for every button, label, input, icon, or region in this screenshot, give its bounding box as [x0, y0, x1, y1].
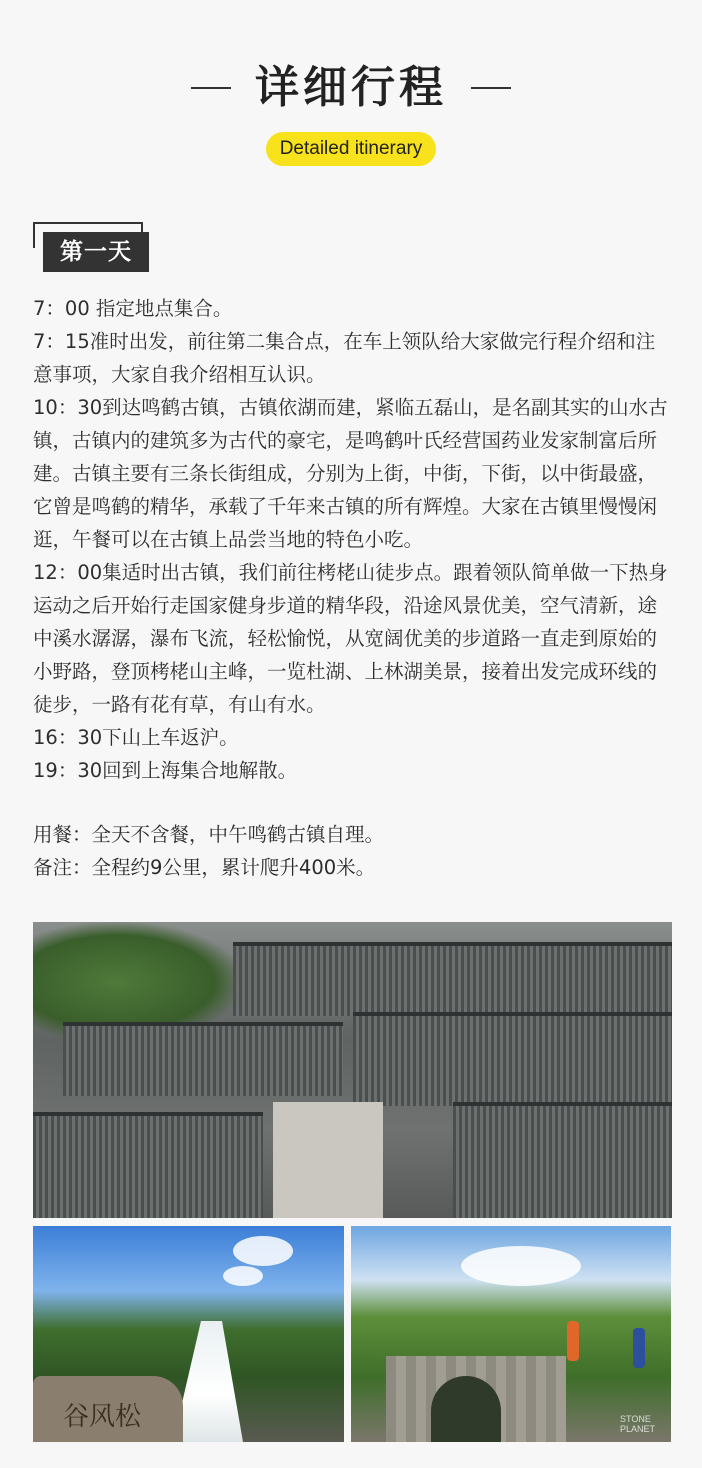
itinerary-item: 12：00集适时出古镇，我们前往栲栳山徒步点。跟着领队简单做一下热身运动之后开始行走国家健身步道的精华段，沿途风景优美，空气清新，途中溪水潺潺，瀑布飞流，轻松愉悦，从宽阔优美的步道路一直走到原始的小野路，登顶栲栳山主峰，一览杜湖、上林湖美景，接着出发完成环线的徒步，一路有花有草，有山有水。: [33, 561, 668, 716]
roof: [33, 1112, 263, 1218]
itinerary-item: 16：30下山上车返沪。: [33, 726, 239, 749]
roof: [453, 1102, 672, 1218]
waterfall-photo: [33, 1226, 344, 1442]
watermark-line: PLANET: [619, 1424, 655, 1434]
day-tag: [33, 222, 141, 266]
roof: [353, 1012, 672, 1106]
remark-note: 备注：全程约9公里，累计爬升400米。: [33, 856, 376, 879]
itinerary-item: 19：30回到上海集合地解散。: [33, 759, 298, 782]
itinerary-item: 7：00 指定地点集合。: [33, 297, 233, 320]
watermark-line: STONE: [619, 1414, 651, 1424]
itinerary-item: 10：30到达鸣鹤古镇，古镇依湖而建，紧临五磊山，是名副其实的山水古镇，古镇内的建筑多为古代的豪宅，是鸣鹤叶氏经营国药业发家制富后所建。古镇主要有三条长街组成，分别为上街，中街，下街，以中街最盛，它曾是鸣鹤的精华，承载了千年来古镇的所有辉煌。大家在古镇里慢慢闲逛，午餐可以在古镇上品尝当地的特色小吃。: [33, 396, 668, 551]
roof: [233, 942, 672, 1016]
waterfall: [173, 1321, 243, 1442]
page-title: 详细行程: [255, 62, 447, 113]
stone-bridge-photo: [351, 1226, 671, 1442]
section-header: [0, 56, 702, 166]
cloud: [233, 1236, 293, 1266]
rock-inscription: 谷风松: [63, 1402, 142, 1432]
ancient-town-photo: [33, 922, 672, 1218]
white-wall: [273, 1102, 383, 1218]
title-left-dash: [191, 87, 231, 89]
title-right-dash: [471, 87, 511, 89]
bridge-arch: [431, 1376, 501, 1442]
watermark: [620, 1414, 655, 1434]
itinerary-item: 7：15准时出发，前往第二集合点，在车上领队给大家做完行程介绍和注意事项，大家自我介绍相互认识。: [33, 330, 656, 386]
trip-notes: [33, 818, 673, 884]
hiker: [567, 1321, 579, 1361]
hiker: [633, 1328, 645, 1368]
subtitle-badge: Detailed itinerary: [266, 132, 437, 166]
day-label: 第一天: [43, 232, 149, 272]
title-row: [0, 56, 702, 120]
roof: [63, 1022, 343, 1096]
meal-note: 用餐：全天不含餐，中午鸣鹤古镇自理。: [33, 823, 385, 846]
cloud: [461, 1246, 581, 1286]
cloud: [223, 1266, 263, 1286]
itinerary-text: [33, 292, 673, 787]
